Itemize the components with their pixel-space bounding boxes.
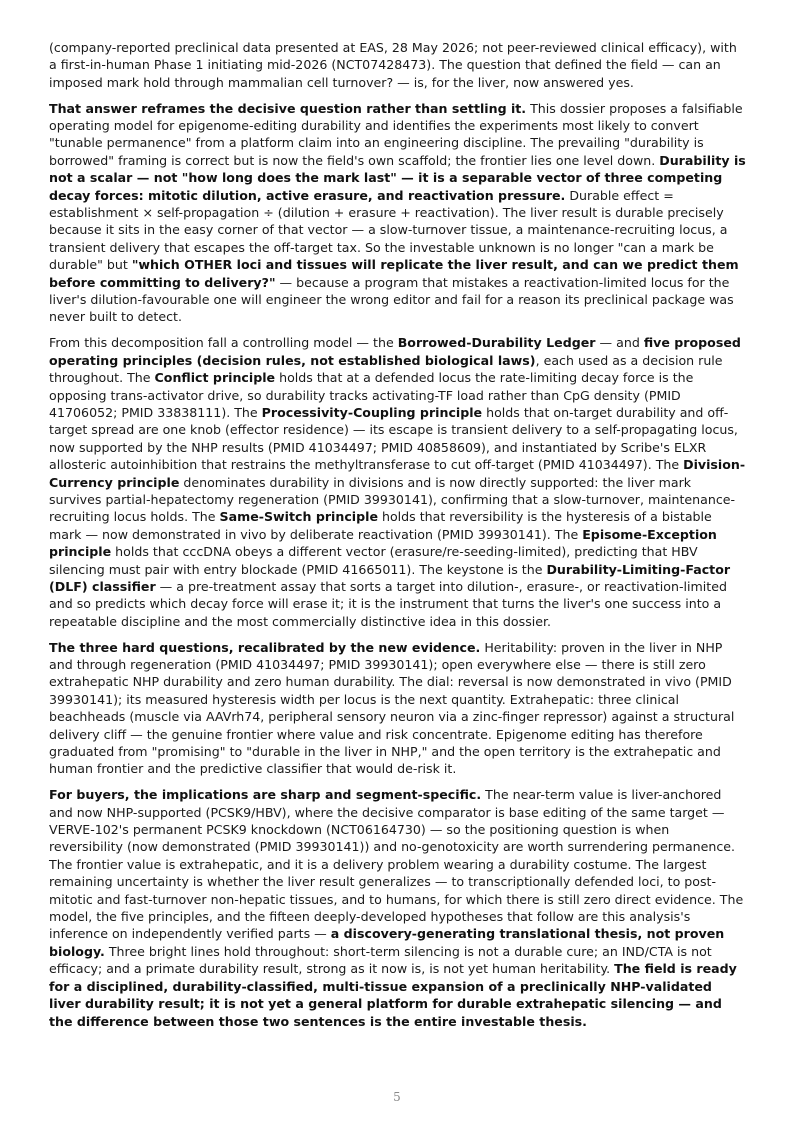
text-run: holds that reversibility is the hysteresis of a bistable mark — now demonstrated in vivo by deliberate reactivation (PMID 39930141). The — [49, 509, 712, 542]
bold-run: Processivity-Coupling principle — [261, 404, 483, 420]
document-body — [49, 39, 746, 1038]
text-run: From this decomposition fall a controlling model — the — [49, 335, 398, 351]
bold-run: a discovery-generating translational thesis, not proven biology. — [49, 926, 725, 959]
bold-run: The three hard questions, recalibrated by the new evidence. — [49, 639, 481, 655]
text-run: holds that cccDNA obeys a different vector (erasure/re-seeding-limited), predicting that HBV silencing must pair with entry blockade (PMID 41665011). The keystone is the — [49, 544, 698, 577]
bold-run: five proposed operating principles (decision rules, not established biological laws) — [49, 335, 741, 368]
text-run: , each used as a decision rule throughout. The — [49, 352, 723, 386]
text-run: Durable effect = establishment × self-propagation ÷ (dilution + erasure + reactivation). The liver result is durable precisely because it sits in the easy corner of that vector — a slow-turnover tissue, a maintenance-recruiting locus, a transient delivery that escapes the off-target tax. So the investable unknown is no longer "can a mark be durable" but — [49, 187, 728, 273]
bold-run: The field is ready for a disciplined, durability-classified, multi-tissue expansion of a preclinically NHP-validated liver durability result; it is not yet a general platform for durable extrahepatic silencing — and the difference between those two sentences is the entire investable thesis. — [49, 961, 737, 1029]
bold-run: Episome-Exception principle — [49, 526, 717, 560]
paragraph-1 — [49, 39, 746, 91]
bold-run: Durability is not a scalar — not "how long does the mark last" — it is a separable vector of three competing decay forces: mitotic dilution, active erasure, and reactivation pressure. — [49, 152, 746, 203]
bold-run: Division-Currency principle — [49, 457, 746, 490]
text-run: holds that at a defended locus the rate-limiting decay force is the opposing trans-activator drive, so durability tracks activating-TF load rather than CpG density (PMID 41706052; PMID 33838111). The — [49, 370, 694, 420]
bold-run: Durability-Limiting-Factor (DLF) classifier — [49, 561, 731, 594]
paragraph-2 — [49, 100, 746, 326]
paragraph-5 — [49, 786, 746, 1030]
text-run: — and — [595, 335, 644, 351]
text-run: This dossier proposes a falsifiable operating model for epigenome-editing durability and identifies the experiments most likely to convert "tunable permanence" from a platform claim into an engineering discipline. The prevailing "durability is borrowed" framing is correct but is now the field's own scaffold; the frontier lies one level down. — [49, 100, 743, 168]
bold-run: Same-Switch principle — [219, 509, 378, 525]
bold-run: Borrowed-Durability Ledger — [397, 335, 596, 351]
bold-run: For buyers, the implications are sharp and segment-specific. — [49, 787, 482, 803]
text-run: Three bright lines hold throughout: short-term silencing is not a durable cure; an IND/CTA is not efficacy; and a primate durability result, strong as it now is, is not yet human heritability. — [49, 943, 712, 977]
paragraph-3 — [49, 334, 746, 630]
bold-run: Conflict principle — [154, 370, 276, 386]
page-number: 5 — [393, 1090, 401, 1104]
text-run: Heritability: proven in the liver in NHP and through regeneration (PMID 41034497; PMID 39930141); open everywhere else — there is still zero extrahepatic NHP durability and zero human durability. The dial: reversal is now demonstrated in vivo (PMID 39930141); its measured hysteresis width per locus is the next quantity. Extrahepatic: three clinical beachheads (muscle via AAVrh74, peripheral sensory neuron via a zinc-finger repressor) against a structural delivery cliff — the genuine frontier where value and risk concentrate. Epigenome editing has therefore graduated from "promising" to "durable in the liver in NHP," and the open territory is the extrahepatic and human frontier and the predictive classifier that would de-risk it. — [49, 639, 735, 777]
bold-run: "which OTHER loci and tissues will replicate the liver result, and can we predict them before committing to delivery?" — [49, 257, 739, 290]
paragraph-4 — [49, 639, 746, 778]
text-run: — because a program that mistakes a reactivation-limited locus for the liver's dilution-favourable one will engineer the wrong editor and fail for a reason its preclinical package was never built to detect. — [49, 274, 734, 325]
text-run: holds that on-target durability and off-target spread are one knob (effector residence) — its escape is transient delivery to a self-propagating locus, now supported by the NHP results (PMID 41034497; PMID 40858609), and instantiated by Scribe's ELXR allosteric autoinhibition that restrains the methyltransferase to cut off-target (PMID 41034497). The — [49, 404, 738, 473]
text-run: denominates durability in divisions and is now directly supported: the liver mark survives partial-hepatectomy regeneration (PMID 39930141), confirming that a slow-turnover, maintenance-recruiting locus holds. The — [49, 474, 736, 525]
bold-run: That answer reframes the decisive question rather than settling it. — [49, 100, 527, 116]
text-run: The near-term value is liver-anchored and now NHP-supported (PCSK9/HBV), where the decisive comparator is base editing of the same target — VERVE-102's permanent PCSK9 knockdown (NCT06164730) — so the positioning question is when reversibility (now demonstrated (PMID 39930141)) and no-genotoxicity are worth surrendering permanence. The frontier value is extrahepatic, and it is a delivery problem wearing a durability costume. The largest remaining uncertainty is whether the liver result generalizes — to transcriptionally defended loci, to post-mitotic and fast-turnover non-hepatic tissues, and to humans, for which there is still zero direct evidence. The model, the five principles, and the fifteen deeply-developed hypotheses that follow are this analysis's inference on independently verified parts — — [49, 787, 744, 942]
text-run: (company-reported preclinical data presented at EAS, 28 May 2026; not peer-reviewed clinical efficacy), with a first-in-human Phase 1 initiating mid-2026 (NCT07428473). The question that defined the field — can an imposed mark hold through mammalian cell turnover? — is, for the liver, now answered yes. — [49, 40, 737, 90]
text-run: — a pre-treatment assay that sorts a target into dilution-, erasure-, or reactivation-limited and so predicts which decay force will erase it; it is the instrument that turns the liver's one success into a repeatable discipline and the most commercially distinctive idea in this dossier. — [49, 578, 727, 629]
